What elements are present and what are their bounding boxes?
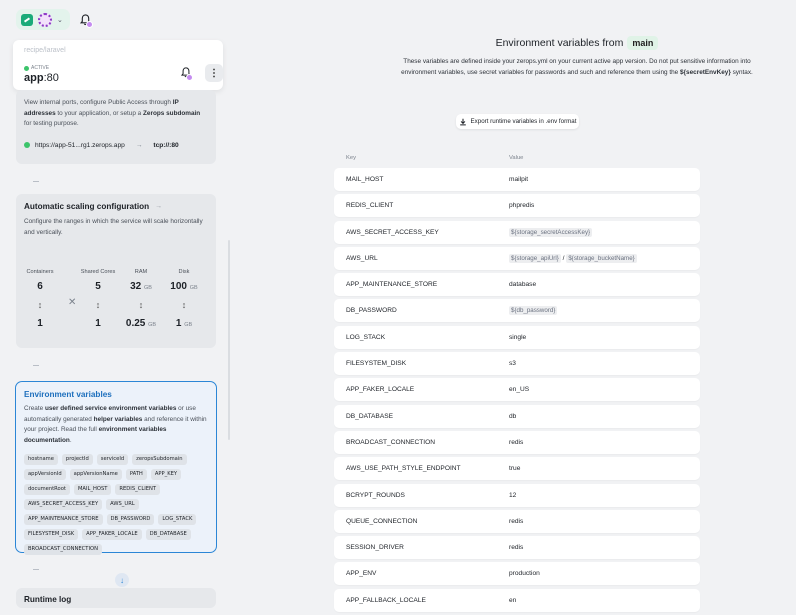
divider [33,181,39,182]
subdomain-row [24,142,208,149]
table-row[interactable] [334,536,700,559]
scroll-down-button[interactable] [115,573,129,587]
env-chip[interactable]: APP_MAINTENANCE_STORE [24,514,103,525]
page-title: Environment variables from main [400,36,754,50]
env-chip[interactable]: LOG_STACK [158,514,196,525]
env-key: AWS_URL [346,254,378,262]
top-bar [0,0,230,40]
cores-column: Shared Cores 5 ↕ 1 [80,269,116,329]
more-menu-button[interactable]: ⋮ [205,64,223,82]
scaling-grid [22,260,212,344]
range-icon: ↕ [95,300,101,310]
service-port: :80 [43,72,59,84]
env-value: en_US [509,386,530,394]
ram-max: 32 GB [130,281,152,292]
download-icon [459,118,467,126]
env-key: FILESYSTEM_DISK [346,360,407,368]
env-table [334,168,700,615]
table-row[interactable] [334,405,700,428]
zerops-logo-icon [21,14,33,26]
column-value: Value [509,155,524,161]
env-reference: ${storage_apiUrl} [511,254,559,262]
env-chip[interactable]: DB_PASSWORD [107,514,155,525]
env-chip[interactable]: AWS_SECRET_ACCESS_KEY [24,499,102,510]
env-panel-description: Create user defined service environment variables or use automatically generated helper variables and reference it within your project. Read the full environment variables documentation. [24,405,207,444]
env-value: ${storage_apiUrl} / ${storage_bucketName} [511,254,635,262]
ports-panel[interactable] [16,90,216,164]
env-key: APP_ENV [346,570,377,578]
env-value: single [509,333,527,341]
env-value: redis [509,438,524,446]
env-key: QUEUE_CONNECTION [346,517,418,525]
env-value: db [509,412,517,420]
env-value [509,307,557,314]
env-key: BCRYPT_ROUNDS [346,491,405,499]
status-badge [24,65,49,71]
disk-max: 100 GB [170,281,198,292]
env-panel-title: Environment variables [24,390,112,399]
status-text: ACTIVE [31,65,50,71]
org-avatar [38,13,52,27]
runtime-log-panel[interactable]: Runtime log [16,588,216,608]
containers-max: 6 [37,281,43,292]
env-chip[interactable]: APP_FAKER_LOCALE [82,529,141,540]
env-key: SESSION_DRIVER [346,544,404,552]
env-value: production [509,570,540,578]
env-chip[interactable]: AWS_URL [106,499,139,510]
env-value: mailpit [509,176,529,183]
env-key: AWS_SECRET_ACCESS_KEY [346,228,439,236]
table-row[interactable] [334,247,700,270]
port-target: tcp://:80 [153,141,179,149]
env-chip[interactable]: hostname [24,454,58,465]
service-name [24,72,59,84]
env-key: BROADCAST_CONNECTION [346,438,436,446]
env-chip[interactable]: MAIL_HOST [74,484,111,495]
notification-badge [186,74,193,81]
env-value: true [509,465,521,473]
env-key: AWS_USE_PATH_STYLE_ENDPOINT [346,465,461,473]
env-chip[interactable]: projectId [62,454,93,465]
service-notifications-button[interactable] [181,67,193,79]
column-key: Key [346,155,356,161]
scaling-description: Configure the ranges in which the service will scale horizontally and vertically. [24,218,203,236]
env-value: database [509,281,537,289]
env-chip[interactable]: BROADCAST_CONNECTION [24,544,102,555]
disk-column: Disk 100 GB ↕ 1 GB [166,260,202,329]
env-key: DB_PASSWORD [346,307,397,315]
chevron-down-icon: ⌄ [57,16,63,24]
table-row[interactable] [334,194,700,217]
env-reference: ${db_password} [511,307,556,315]
env-chip[interactable]: appVersionId [24,469,66,480]
divider [33,365,39,366]
ram-min: 0.25 GB [125,318,157,329]
env-chip[interactable]: serviceId [97,454,128,465]
service-hostname: app [24,72,44,84]
range-icon: ↕ [181,300,187,310]
table-row[interactable] [334,221,700,244]
env-value: redis [509,544,524,552]
table-row[interactable] [334,299,700,322]
env-key: APP_FAKER_LOCALE [346,386,415,394]
table-row[interactable] [334,562,700,585]
containers-column: Containers 6 ↕ 1 [22,260,58,329]
env-chip[interactable]: APP_KEY [151,469,181,480]
project-switcher[interactable] [16,9,70,30]
range-icon: ↕ [37,300,43,310]
env-chip[interactable]: DB_DATABASE [146,529,191,540]
env-value: en [509,596,517,604]
env-page-header [400,36,754,78]
env-key: APP_FALLBACK_LOCALE [346,596,426,604]
ram-column: RAM 32 GB ↕ 0.25 GB [123,260,159,329]
range-icon: ↕ [138,300,144,310]
table-row[interactable] [334,589,700,612]
status-dot-icon [24,142,30,148]
disk-min: 1 GB [175,318,193,329]
table-row[interactable] [334,273,700,296]
env-key: APP_MAINTENANCE_STORE [346,281,438,289]
env-key: LOG_STACK [346,333,386,341]
table-row[interactable] [334,168,700,191]
export-env-button[interactable]: Export runtime variables in .env format [456,114,579,129]
containers-min: 1 [37,318,43,329]
branch-badge: main [627,36,658,50]
page-description: These variables are defined inside your zerops.yml on your current active app version. Do not put sensitive information into environment variables, use secret variables for passwords and such and reference them using the ${secretEnvKey} syntax. [401,58,753,76]
env-key: MAIL_HOST [346,176,384,183]
notification-badge [86,21,93,28]
service-card [13,40,223,90]
env-chip[interactable]: zeropsSubdomain [132,454,186,465]
divider [33,569,39,570]
env-value [509,229,592,236]
cores-min: 1 [95,318,101,329]
env-value: s3 [509,360,516,368]
env-value: 12 [509,491,517,499]
env-chip[interactable]: REDIS_CLIENT [115,484,160,495]
env-reference: ${storage_secretAccessKey} [511,228,591,236]
scaling-title: Automatic scaling configuration → [24,202,163,211]
arrow-right-icon: → [155,203,163,210]
table-row[interactable] [334,326,700,349]
arrow-right-icon: → [135,141,143,149]
env-key: REDIS_CLIENT [346,202,394,210]
table-row[interactable] [334,484,700,507]
scaling-panel[interactable] [16,194,216,348]
env-key: DB_DATABASE [346,412,394,420]
ports-description: View internal ports, configure Public Access through IP addresses to your application, or setup a Zerops subdomain for testing purpose. [24,99,201,127]
env-variables-panel[interactable] [15,381,217,553]
table-row[interactable] [334,431,700,454]
table-row[interactable] [334,378,700,401]
env-value: phpredis [509,202,535,210]
breadcrumb[interactable]: recipe/laravel [24,47,66,54]
env-value: redis [509,517,524,525]
status-dot-icon [24,66,29,71]
sidebar-scrollbar[interactable] [228,240,230,440]
env-reference: ${storage_bucketName} [568,254,635,262]
arrow-down-icon: ↓ [120,575,124,585]
subdomain-link[interactable]: https://app-51...rg1.zerops.app [35,141,125,149]
env-chip[interactable]: FILESYSTEM_DISK [24,529,78,540]
table-row[interactable] [334,510,700,533]
env-chip[interactable]: appVersionName [70,469,122,480]
table-row[interactable] [334,352,700,375]
table-row[interactable] [334,457,700,480]
env-chip-list [24,454,208,555]
env-chip[interactable]: PATH [126,469,147,480]
notifications-button[interactable] [80,14,94,28]
cores-max: 5 [95,281,101,292]
multiply-icon: ✕ [68,297,77,308]
env-chip[interactable]: documentRoot [24,484,70,495]
